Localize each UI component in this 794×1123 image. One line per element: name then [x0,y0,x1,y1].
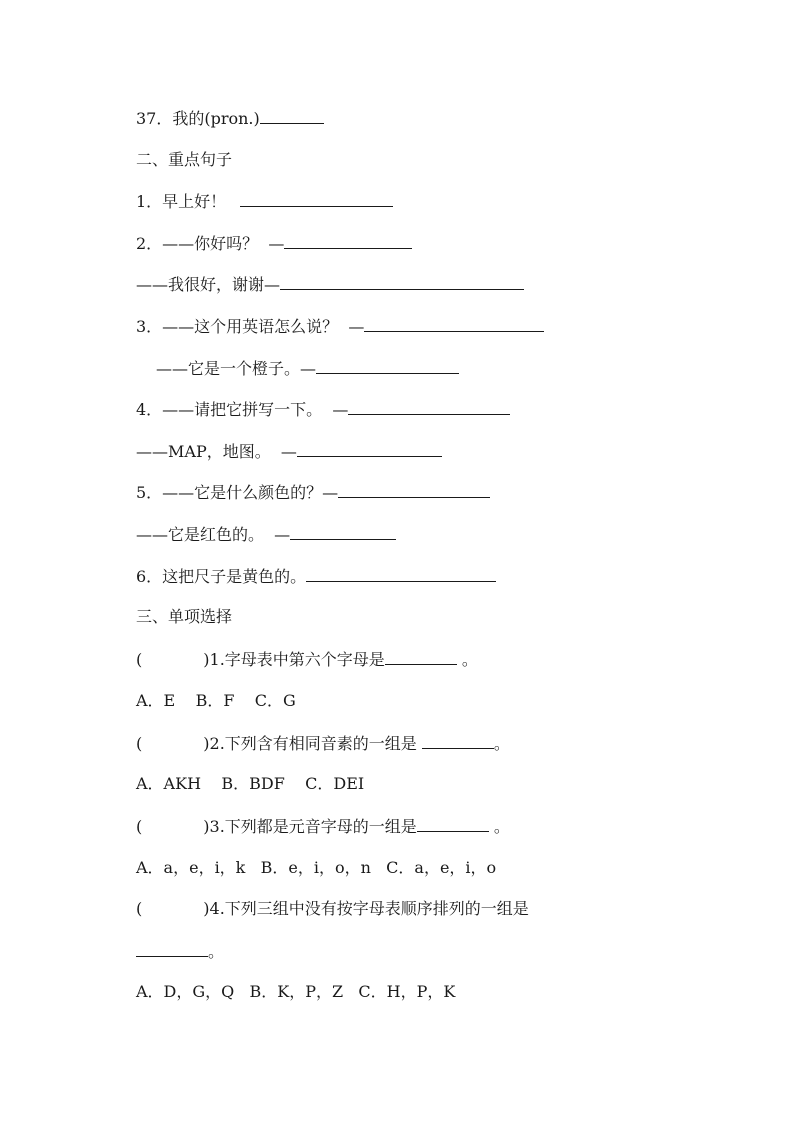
answer-blank[interactable] [316,356,459,374]
answer-blank[interactable] [422,731,494,749]
sentence-text: 4．——请把它拼写一下。 — [136,400,349,419]
answer-blank[interactable] [338,480,490,498]
sentence-text: 1．早上好！ [136,192,227,211]
options-text: A．a，e，i，k B．e，i，o，n C．a，e，i，o [136,858,497,877]
question-2 [136,731,510,755]
answer-blank[interactable] [385,647,457,665]
question-end: 。 [493,734,510,753]
sentence-text: ——它是红色的。 — [136,525,291,544]
question-1-options [136,689,296,713]
sentence-item-2a [136,231,412,255]
sentence-text: 5．——它是什么颜色的？— [136,483,339,502]
answer-blank[interactable] [260,106,324,124]
vocab-item-37 [136,106,324,130]
question-4-options [136,980,455,1004]
sentence-text: 2．——你好吗？ — [136,234,285,253]
section-heading-multiple-choice [136,605,232,629]
sentence-item-3b [156,356,459,380]
sentence-text: 3．——这个用英语怎么说？ — [136,317,365,336]
answer-blank[interactable] [306,564,496,582]
sentence-item-6 [136,564,496,588]
answer-blank[interactable] [280,272,524,290]
sentence-text: 6．这把尺子是黄色的。 [136,567,307,586]
options-text: A．E B．F C．G [136,691,296,710]
answer-blank[interactable] [348,397,510,415]
answer-blank[interactable] [240,189,393,207]
sentence-text: ——它是一个橙子。— [156,359,317,378]
answer-blank[interactable] [297,439,442,457]
question-text: ( )4.下列三组中没有按字母表顺序排列的一组是 [136,899,529,918]
sentence-item-2b [136,272,524,296]
sentence-text: ——MAP，地图。 — [136,442,297,461]
sentence-item-3a [136,314,544,338]
options-text: A．D，G，Q B．K，P，Z C．H，P，K [136,982,456,1001]
question-text: ( )3.下列都是元音字母的一组是 [136,817,417,836]
question-2-options [136,772,364,796]
sentence-item-5b [136,522,396,546]
question-3-options [136,856,496,880]
question-4 [136,897,529,921]
answer-blank[interactable] [290,522,396,540]
answer-blank[interactable] [284,231,412,249]
question-3 [136,814,510,838]
answer-blank[interactable] [136,939,208,957]
question-text: ( )1.字母表中第六个字母是 [136,650,385,669]
sentence-item-1 [136,189,393,213]
sentence-text: ——我很好，谢谢— [136,275,281,294]
section-heading-text: 三、单项选择 [136,607,233,626]
question-4-continuation [136,939,224,963]
options-text: A．AKH B．BDF C．DEI [136,774,365,793]
question-text: ( )2.下列含有相同音素的一组是 [136,734,422,753]
vocab-item-37-text: 37．我的(pron.) [136,109,260,128]
sentence-item-5a [136,480,490,504]
question-1 [136,647,478,671]
sentence-item-4b [136,439,442,463]
sentence-item-4a [136,397,510,421]
question-end: 。 [208,942,225,961]
section-heading-text: 二、重点句子 [136,150,233,169]
answer-blank[interactable] [417,814,489,832]
section-heading-key-sentences [136,148,232,172]
answer-blank[interactable] [364,314,544,332]
question-end: 。 [456,650,478,669]
question-end: 。 [488,817,510,836]
